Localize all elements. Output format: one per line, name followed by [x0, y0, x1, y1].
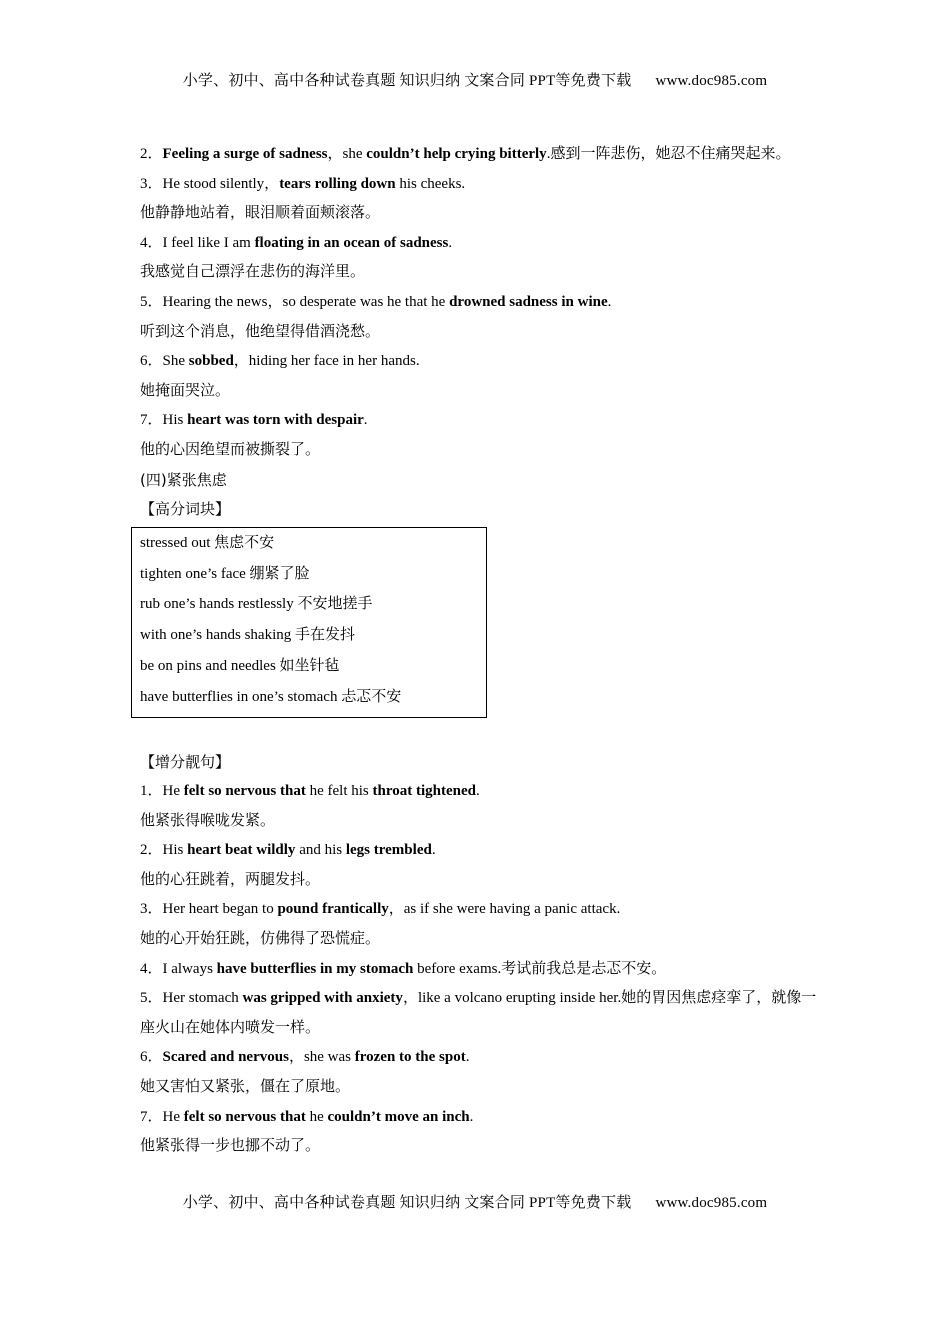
sentence-text: His	[162, 412, 188, 429]
sentence-text: ，she was	[288, 1049, 355, 1066]
nervous-translation-3: 她的心开始狂跳，仿佛得了恐慌症。	[140, 931, 381, 948]
bold-phrase: throat tightened	[372, 783, 476, 800]
bold-phrase: frozen to the spot	[354, 1049, 466, 1066]
sentence-text: Hearing the news，so desperate was he that he	[162, 293, 450, 310]
sentence-text: He stood silently，	[162, 175, 280, 192]
document-body	[140, 140, 820, 1162]
page-header	[0, 69, 950, 90]
footer-text: 小学、初中、高中各种试卷真题 知识归纳 文案合同 PPT等免费下载	[182, 1195, 632, 1211]
sentence-text: Her stomach	[162, 990, 243, 1007]
sentence-3	[140, 170, 820, 200]
section-title: (四)紧张焦虑	[140, 470, 227, 489]
bold-phrase: couldn’t help crying bitterly	[366, 146, 547, 162]
sentence-text: .	[448, 234, 453, 251]
sentence-number: 2．	[140, 146, 163, 162]
sentence-text: I always	[162, 960, 217, 977]
translation-5: 听到这个消息，他绝望得借酒浇愁。	[140, 323, 381, 340]
sentence-text: he	[305, 1108, 328, 1125]
bold-phrase: drowned sadness in wine	[449, 293, 608, 310]
sentence-6	[140, 347, 820, 377]
translation-4: 我感觉自己漂浮在悲伤的海洋里。	[140, 264, 366, 281]
sentence-text: he felt his	[305, 783, 373, 800]
sentence-number: 2．	[140, 842, 163, 859]
nervous-translation-2: 他的心狂跳着，两腿发抖。	[140, 871, 321, 888]
bold-phrase: couldn’t move an inch	[327, 1108, 470, 1125]
sentence-number: 5．	[140, 990, 163, 1007]
bold-phrase: legs trembled	[345, 842, 432, 859]
sentence-number: 6．	[140, 1049, 163, 1066]
nervous-sentence-6	[140, 1043, 820, 1073]
sentence-text: She	[162, 353, 189, 370]
sentence-text: ，hiding her face in her hands.	[233, 353, 420, 370]
vocab-box	[131, 527, 487, 718]
translation-7: 他的心因绝望而被撕裂了。	[140, 441, 321, 458]
vocab-title: 【高分词块】	[140, 500, 231, 519]
bold-phrase: Feeling a surge of sadness	[162, 146, 328, 162]
vocab-item: tighten one’s face 绷紧了脸	[140, 565, 310, 582]
bold-phrase: floating in an ocean of sadness	[254, 234, 449, 251]
vocab-item: rub one’s hands restlessly 不安地搓手	[140, 596, 373, 613]
sentence-text: before exams.考试前我总是忐忑不安。	[413, 960, 667, 977]
sentence-text: He	[162, 783, 184, 800]
sentence-number: 6．	[140, 353, 163, 370]
bold-phrase: heart beat wildly	[187, 842, 296, 859]
footer-site-link[interactable]: www.doc985.com	[655, 1195, 768, 1211]
sentence-text: Her heart began to	[162, 901, 278, 918]
sentence-text: .	[469, 1108, 474, 1125]
vocab-item: be on pins and needles 如坐针毡	[140, 657, 340, 674]
sentence-7	[140, 406, 820, 436]
vocab-item: stressed out 焦虑不安	[140, 534, 275, 551]
bold-phrase: sobbed	[188, 353, 234, 370]
sentence-number: 7．	[140, 1108, 163, 1125]
sentence-4	[140, 229, 820, 259]
nervous-sentence-4	[140, 955, 820, 985]
sentence-text: He	[162, 1108, 184, 1125]
sentence-2	[140, 140, 820, 170]
bold-phrase: pound frantically	[277, 901, 389, 918]
header-site-link[interactable]: www.doc985.com	[655, 73, 768, 89]
sentence-text: .	[431, 842, 436, 859]
sentence-text: .感到一阵悲伤，她忍不住痛哭起来。	[546, 146, 791, 162]
sentence-number: 4．	[140, 234, 163, 251]
sentence-number: 7．	[140, 412, 163, 429]
sentence-text: ，she	[327, 146, 367, 162]
nervous-sentence-5	[140, 984, 820, 1043]
sentence-text: .	[465, 1049, 470, 1066]
sentence-text: His	[162, 842, 188, 859]
nervous-sentence-2	[140, 836, 820, 866]
sentences-title: 【增分靓句】	[140, 752, 231, 771]
sentence-text: and his	[295, 842, 346, 859]
nervous-translation-1: 他紧张得喉咙发紧。	[140, 812, 276, 829]
sentence-text: ，like a volcano erupting inside her.她的胃因焦虑痉挛了，就像一座火山在她体内喷发一样。	[140, 990, 817, 1036]
vocab-item: with one’s hands shaking 手在发抖	[140, 627, 355, 644]
sentence-text: I feel like I am	[162, 234, 255, 251]
bold-phrase: Scared and nervous	[162, 1049, 289, 1066]
sentence-5	[140, 288, 820, 318]
sentence-text: .	[475, 783, 480, 800]
sentence-text: .	[363, 412, 368, 429]
translation-3: 他静静地站着，眼泪顺着面颊滚落。	[140, 205, 381, 222]
bold-phrase: have butterflies in my stomach	[216, 960, 414, 977]
bold-phrase: tears rolling down	[279, 175, 396, 192]
sentence-number: 4．	[140, 960, 163, 977]
sentence-text: his cheeks.	[395, 175, 466, 192]
sentence-text: .	[607, 293, 612, 310]
vocab-item: have butterflies in one’s stomach 忐忑不安	[140, 688, 402, 705]
translation-6: 她掩面哭泣。	[140, 382, 231, 399]
header-text: 小学、初中、高中各种试卷真题 知识归纳 文案合同 PPT等免费下载	[182, 73, 632, 89]
nervous-sentence-7	[140, 1103, 820, 1133]
sentence-number: 5．	[140, 293, 163, 310]
nervous-sentence-1	[140, 777, 820, 807]
page-footer	[0, 1191, 950, 1212]
nervous-translation-7: 他紧张得一步也挪不动了。	[140, 1138, 321, 1155]
sentence-number: 1．	[140, 783, 163, 800]
bold-phrase: felt so nervous that	[183, 783, 306, 800]
sentence-number: 3．	[140, 901, 163, 918]
bold-phrase: heart was torn with despair	[187, 412, 364, 429]
bold-phrase: felt so nervous that	[183, 1108, 306, 1125]
sentence-text: ，as if she were having a panic attack.	[388, 901, 621, 918]
nervous-sentence-3	[140, 895, 820, 925]
bold-phrase: was gripped with anxiety	[242, 990, 403, 1007]
sentence-number: 3．	[140, 175, 163, 192]
nervous-translation-6: 她又害怕又紧张，僵在了原地。	[140, 1079, 351, 1096]
